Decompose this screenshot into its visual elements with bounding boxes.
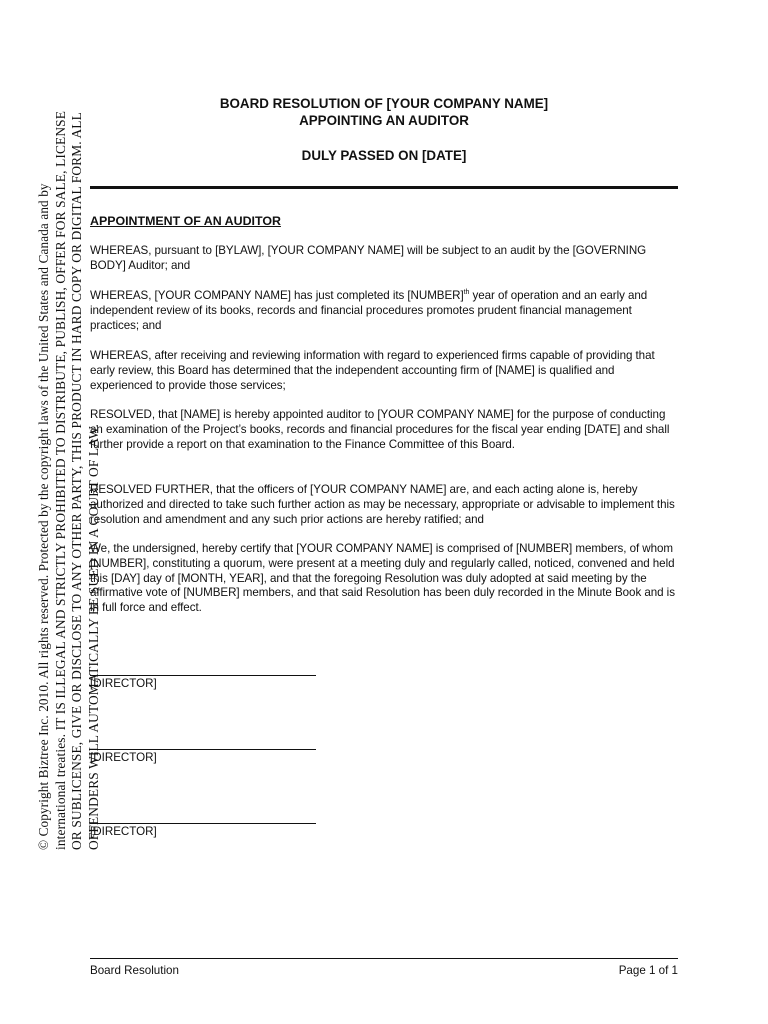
watermark-line: © Copyright Biztree Inc. 2010. All rights reserved. Protected by the copyright laws of the United States and Canada and by <box>36 183 51 850</box>
section-heading: APPOINTMENT OF AN AUDITOR <box>90 214 281 228</box>
watermark-line: OFFENDERS WILL AUTOMATICALLY BE SUED IN A COURT OF LAW. <box>85 424 101 850</box>
signature-label: [DIRECTOR] <box>90 825 157 838</box>
signature-label: [DIRECTOR] <box>90 751 157 764</box>
paragraph-text: WHEREAS, [YOUR COMPANY NAME] has just completed its [NUMBER] <box>90 289 464 302</box>
paragraph-text: year of operation and an early and independent review of its books, records and financial procedures promotes prudent financial management practices; and <box>90 289 648 332</box>
passed-date-line: DULY PASSED ON [DATE] <box>301 148 467 163</box>
signature-line <box>90 749 316 750</box>
title-divider <box>90 186 678 189</box>
subtitle-line: APPOINTING AN AUDITOR <box>299 113 469 128</box>
title-line: BOARD RESOLUTION OF [YOUR COMPANY NAME] <box>219 96 549 111</box>
whereas-paragraph-3: WHEREAS, after receiving and reviewing information with regard to experienced firms capable of providing that early review, this Board has determined that the independent accounting firm of [NAME] is qualified and experienced to provide those services; <box>90 349 655 392</box>
footer-divider <box>90 958 678 959</box>
signature-line <box>90 675 316 676</box>
signature-line <box>90 823 316 824</box>
resolved-further-paragraph: RESOLVED FURTHER, that the officers of [YOUR COMPANY NAME] are, and each acting alone is, hereby authorized and directed to take such further action as may be necessary, appropriate or advisable to implement this resolution and amendment and any such prior actions are hereby ratified; and <box>90 483 675 526</box>
watermark-line: international treaties. IT IS ILLEGAL AND STRICTLY PROHIBITED TO DISTRIBUTE, PUBLISH, OFFER FOR SALE, LICENSE <box>52 110 68 850</box>
whereas-paragraph-2 <box>90 289 678 333</box>
watermark-line: OR SUBLICENSE, GIVE OR DISCLOSE TO ANY OTHER PARTY, THIS PRODUCT IN HARD COPY OR DIGITAL FORM. ALL <box>69 112 84 850</box>
whereas-paragraph-1: WHEREAS, pursuant to [BYLAW], [YOUR COMPANY NAME] will be subject to an audit by the [GOVERNING BODY] Auditor; and <box>90 244 647 272</box>
ordinal-suffix: th <box>463 289 470 296</box>
resolved-paragraph: RESOLVED, that [NAME] is hereby appointed auditor to [YOUR COMPANY NAME] for the purpose of conducting an examination of the Project’s books, records and financial procedures for the fiscal year ending [DATE] and shall further provide a report on that examination to the Finance Committee of this Board. <box>90 408 670 451</box>
certification-paragraph: We, the undersigned, hereby certify that [YOUR COMPANY NAME] is comprised of [NUMBER] members, of whom [NUMBER], constituting a quorum, were present at a meeting duly and regularly called, noticed, convened and held this [DAY] day of [MONTH, YEAR], and that the foregoing Resolution was duly adopted at said meeting by the affirmative vote of [NUMBER] members, and that said Resolution has been duly recorded in the Minute Book and is in full force and effect. <box>90 542 675 615</box>
signature-label: [DIRECTOR] <box>90 677 157 690</box>
footer-document-name: Board Resolution <box>90 964 179 977</box>
footer-page-number: Page 1 of 1 <box>618 964 678 977</box>
document-title <box>90 95 678 164</box>
